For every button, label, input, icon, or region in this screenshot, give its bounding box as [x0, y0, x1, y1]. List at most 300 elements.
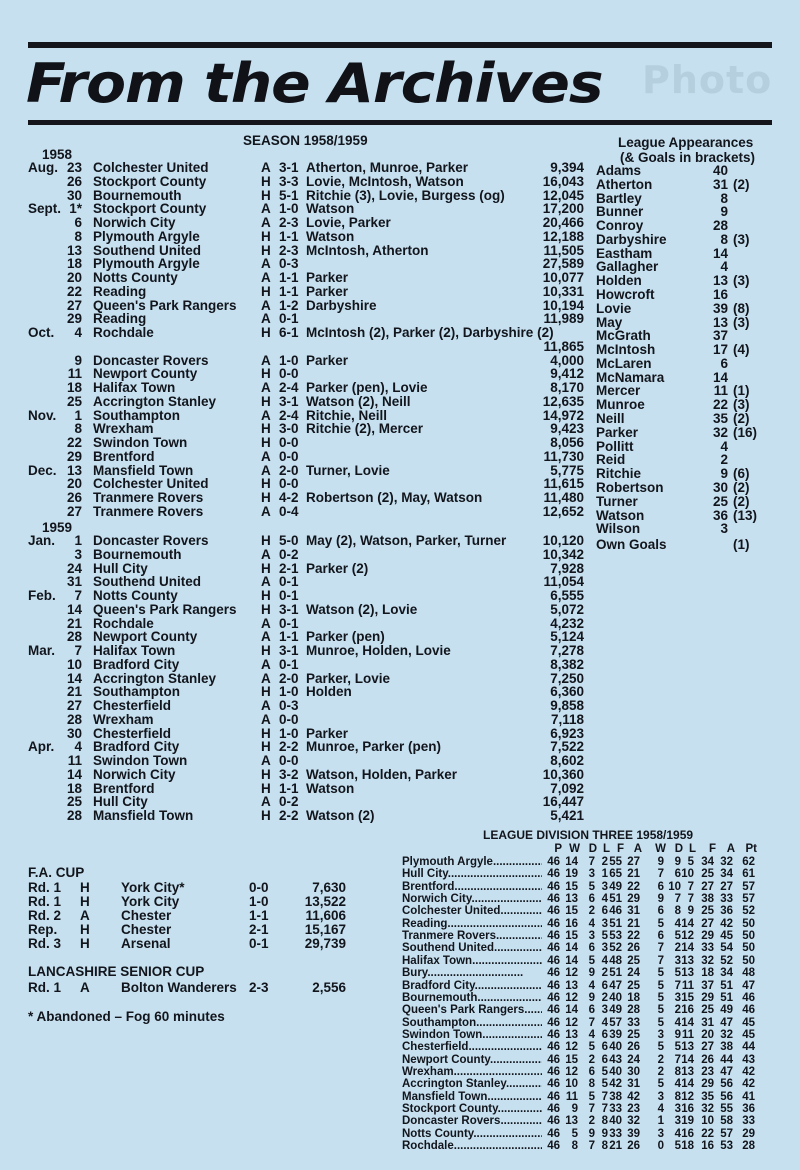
cup-venue: A	[80, 908, 90, 923]
cup-round: Rd. 1	[28, 980, 62, 995]
year-label: 1958	[42, 147, 73, 162]
fixture-scorers: Parker (2)	[306, 560, 369, 576]
fixture-day: 7	[74, 588, 82, 604]
league-cell: 10	[681, 868, 694, 881]
fixture-attendance: 8,056	[550, 435, 584, 451]
fixture-scorers: Robertson (2), May, Watson	[306, 490, 483, 506]
fixture-month: Oct.	[28, 325, 55, 341]
league-cell: 31	[627, 1078, 640, 1091]
league-cell: 8	[674, 1090, 681, 1103]
league-row	[0, 905, 800, 918]
league-cell: 8	[571, 1140, 578, 1153]
league-cell: 42	[720, 917, 733, 930]
league-cell: 10	[668, 880, 681, 893]
league-cell: 65	[609, 868, 622, 881]
league-cell: 6	[601, 1053, 608, 1066]
player-apps: 25	[712, 493, 728, 509]
fixture-attendance: 9,394	[550, 160, 584, 175]
fixture-venue: A	[261, 448, 271, 464]
league-team	[402, 893, 542, 906]
league-cell: 15	[565, 880, 578, 893]
league-cell: 26	[701, 1053, 714, 1066]
fixture-opponent: Chesterfield	[93, 698, 172, 714]
league-team-name: Hull City	[402, 868, 448, 881]
league-cell: 13	[681, 1041, 694, 1054]
fixture-day: 20	[66, 476, 82, 492]
player-name: Howcroft	[596, 287, 655, 303]
league-row	[0, 1054, 800, 1067]
league-cell: 7	[657, 868, 664, 881]
league-cell: 50	[742, 917, 755, 930]
league-col-header: D	[674, 843, 683, 855]
league-row	[0, 1004, 800, 1017]
fixture-score: 2-2	[279, 808, 299, 824]
appearance-row	[0, 205, 800, 219]
fixture-opponent: Notts County	[93, 270, 178, 286]
fixture-venue: A	[261, 629, 271, 645]
fixture-day: 18	[66, 380, 82, 396]
league-cell: 7	[657, 954, 664, 967]
league-cell: 5	[657, 979, 664, 992]
player-name: McNamara	[596, 369, 665, 385]
fixture-row	[0, 713, 800, 727]
cup-round: Rd. 1	[28, 880, 62, 895]
league-cell: 33	[609, 1127, 622, 1140]
league-cell: 44	[720, 1053, 733, 1066]
league-cell: 46	[547, 1090, 560, 1103]
player-apps: 30	[712, 479, 728, 495]
league-cell: 4	[601, 954, 608, 967]
player-apps: 8	[720, 190, 728, 206]
fixture-day: 25	[66, 794, 82, 810]
fixture-attendance: 8,170	[550, 380, 584, 396]
fixture-score: 1-1	[279, 629, 299, 645]
league-cell: 25	[627, 1028, 640, 1041]
fixture-score: 2-1	[279, 560, 299, 576]
fixture-venue: A	[261, 297, 271, 313]
fixture-venue: H	[261, 435, 271, 451]
league-cell: 15	[565, 930, 578, 943]
league-cell: 5	[588, 880, 595, 893]
league-cell: 19	[681, 1115, 694, 1128]
league-cell: 15	[565, 905, 578, 918]
fixture-day: 21	[66, 684, 82, 700]
fixture-score: 3-0	[279, 421, 299, 437]
league-cell: 16	[701, 1140, 714, 1153]
cup-venue: H	[80, 936, 90, 951]
league-cell: 27	[627, 856, 640, 868]
fixture-scorers: Parker	[306, 352, 349, 368]
fixture-attendance: 11,730	[543, 448, 584, 464]
league-cell: 5	[601, 930, 608, 943]
league-cell: 49	[609, 880, 622, 893]
fixture-opponent: Plymouth Argyle	[93, 228, 200, 244]
fixture-attendance: 16,447	[542, 794, 584, 810]
fixture-venue: A	[261, 711, 271, 727]
league-row	[0, 1128, 800, 1141]
player-name: Reid	[596, 452, 626, 468]
league-cell: 46	[547, 893, 560, 906]
league-cell: 22	[627, 880, 640, 893]
fixture-venue: A	[261, 698, 271, 714]
fixture-scorers: Ritchie (2), Mercer	[306, 421, 424, 437]
league-cell: 38	[609, 1090, 622, 1103]
league-team-name: Swindon Town	[402, 1028, 483, 1041]
fixture-day: 11	[67, 753, 82, 769]
fixture-attendance: 11,505	[543, 242, 584, 258]
fixture-attendance: 10,360	[542, 766, 584, 782]
appearance-row	[0, 219, 800, 233]
fixture-attendance: 9,858	[550, 698, 584, 714]
league-row	[0, 868, 800, 881]
league-row	[0, 918, 800, 931]
fixture-venue: H	[261, 684, 271, 700]
league-team	[402, 1029, 542, 1042]
league-cell: 49	[720, 1004, 733, 1017]
fixture-attendance: 5,421	[550, 808, 584, 824]
fixture-venue: A	[261, 753, 271, 769]
fixture-attendance: 17,200	[542, 201, 584, 217]
league-cell: 46	[547, 868, 560, 881]
fixture-venue: A	[261, 504, 271, 519]
player-goals: (2)	[733, 411, 750, 427]
league-cell: 9	[601, 1127, 608, 1140]
league-col-header: A	[726, 843, 735, 855]
league-row	[0, 942, 800, 955]
league-cell: 7	[674, 893, 681, 906]
league-cell: 43	[742, 1053, 755, 1066]
league-cell: 10	[565, 1078, 578, 1091]
league-cell: 2	[588, 1115, 595, 1128]
fixture-day: 9	[74, 352, 82, 368]
fixture-opponent: Doncaster Rovers	[93, 352, 209, 368]
fixture-scorers: Ritchie, Neill	[306, 407, 388, 423]
league-cell: 5	[601, 1065, 608, 1078]
player-name: Eastham	[596, 245, 653, 261]
league-cell: 5	[674, 1041, 681, 1054]
league-cell: 35	[701, 1090, 714, 1103]
league-cell: 9	[588, 1127, 595, 1140]
league-row	[0, 881, 800, 894]
fixture-venue: H	[261, 366, 271, 382]
fixture-venue: A	[261, 160, 271, 175]
player-goals: (3)	[733, 231, 750, 247]
fixture-scorers: Watson (2)	[306, 808, 375, 824]
fixture-opponent: Hull City	[93, 794, 148, 810]
fa-cup-title: F.A. CUP	[28, 865, 85, 880]
league-cell: 42	[609, 1078, 622, 1091]
league-cell: 6	[588, 942, 595, 955]
appearance-row	[0, 481, 800, 495]
fixture-venue: A	[261, 256, 271, 272]
league-cell: 4	[601, 893, 608, 906]
appearance-row	[0, 302, 800, 316]
cup-venue: H	[80, 894, 90, 909]
league-cell: 12	[565, 967, 578, 980]
league-col-header: L	[688, 843, 696, 855]
league-team	[402, 980, 542, 993]
fixture-day: 14	[66, 601, 82, 617]
fixture-day: 18	[66, 256, 82, 272]
fixture-day: 27	[66, 297, 82, 313]
league-team	[402, 1054, 542, 1067]
league-team	[402, 1017, 542, 1030]
league-cell: 45	[742, 1028, 755, 1041]
cup-score: 1-0	[249, 894, 269, 909]
league-cell: 14	[565, 942, 578, 955]
fixture-score: 0-1	[279, 588, 299, 604]
cup-venue: H	[80, 880, 90, 895]
league-cell: 6	[588, 1004, 595, 1017]
league-cell: 54	[720, 942, 733, 955]
league-cell: 23	[701, 1065, 714, 1078]
league-cell: 57	[742, 893, 755, 906]
league-col-header: P	[554, 843, 562, 855]
fixture-row	[0, 768, 800, 782]
fixture-score: 1-0	[279, 725, 299, 741]
fixture-opponent: Tranmere Rovers	[93, 504, 204, 519]
league-cell: 40	[609, 991, 622, 1004]
fixture-attendance: 4,000	[550, 352, 584, 368]
league-cell: 33	[742, 1115, 755, 1128]
league-cell: 9	[588, 991, 595, 1004]
player-apps: 13	[712, 314, 728, 330]
league-cell: 47	[742, 979, 755, 992]
appearance-row	[0, 233, 800, 247]
league-cell: 24	[627, 1053, 640, 1066]
league-team	[402, 955, 542, 968]
league-cell: 25	[701, 905, 714, 918]
league-row	[0, 1029, 800, 1042]
player-name: Bartley	[596, 190, 642, 206]
fixture-opponent: Colchester United	[93, 476, 209, 492]
player-apps: 37	[712, 328, 728, 344]
league-cell: 29	[742, 1127, 755, 1140]
fixture-venue: A	[261, 380, 271, 396]
league-row	[0, 992, 800, 1005]
fixture-opponent: Southampton	[93, 684, 180, 700]
league-cell: 3	[657, 1127, 664, 1140]
fixture-attendance: 7,092	[550, 780, 584, 796]
fixture-day: 4	[74, 325, 82, 341]
fixture-day: 29	[66, 448, 82, 464]
fixture-row	[0, 809, 800, 823]
fixture-attendance: 6,360	[550, 684, 584, 700]
fixture-attendance: 27,589	[542, 256, 584, 272]
league-team	[402, 1140, 542, 1153]
league-cell: 27	[701, 917, 714, 930]
fixture-attendance: 6,555	[550, 588, 584, 604]
league-cell: 7	[588, 1103, 595, 1115]
fixture-month: Sept.	[28, 201, 62, 217]
league-cell: 14	[681, 942, 694, 955]
league-cell: 9	[657, 893, 664, 906]
league-team	[402, 1078, 542, 1091]
appearance-row	[0, 316, 800, 330]
fixture-day: 31	[66, 574, 82, 590]
fixture-day: 29	[66, 311, 82, 327]
fixture-score: 0-0	[279, 476, 299, 492]
cup-round: Rd. 3	[28, 936, 62, 951]
league-cell: 33	[701, 942, 714, 955]
league-cell: 2	[657, 1053, 664, 1066]
league-cell: 14	[681, 1078, 694, 1091]
appearance-row	[0, 247, 800, 261]
league-cell: 5	[657, 967, 664, 980]
fixture-day: 26	[66, 490, 82, 506]
league-cell: 51	[609, 893, 622, 906]
league-team	[402, 930, 542, 943]
league-team-name: Norwich City	[402, 893, 472, 906]
league-team	[402, 1103, 542, 1116]
league-cell: 45	[742, 1016, 755, 1029]
player-apps: 3	[720, 521, 728, 537]
fixture-score: 1-1	[279, 228, 299, 244]
league-cell: 18	[681, 1140, 694, 1153]
page-title: From the Archives	[26, 52, 603, 115]
league-cell: 2	[601, 856, 608, 868]
appearance-row	[0, 538, 800, 552]
league-cell: 9	[674, 856, 681, 868]
league-cell: 5	[674, 967, 681, 980]
league-cell: 14	[681, 917, 694, 930]
player-name: Atherton	[596, 176, 653, 192]
league-cell: 12	[565, 1065, 578, 1078]
league-cell: 15	[565, 1053, 578, 1066]
league-cell: 46	[547, 1127, 560, 1140]
fixture-scorers: Munroe, Parker (pen)	[306, 739, 442, 755]
league-col-header: F	[708, 843, 716, 855]
league-cell: 7	[588, 1140, 595, 1153]
league-cell: 6	[657, 905, 664, 918]
fixture-score: 5-0	[279, 533, 299, 548]
league-cell: 22	[701, 1127, 714, 1140]
league-cell: 14	[565, 856, 578, 868]
league-cell: 47	[609, 979, 622, 992]
top-rule	[28, 42, 772, 48]
league-cell: 49	[609, 1004, 622, 1017]
league-cell: 27	[720, 880, 733, 893]
fixture-venue: A	[261, 270, 271, 286]
appearance-row	[0, 343, 800, 357]
league-cell: 46	[609, 905, 622, 918]
cup-opponent: Arsenal	[121, 936, 171, 951]
fixture-score: 2-2	[279, 739, 299, 755]
league-cell: 3	[601, 880, 608, 893]
league-cell: 11	[681, 979, 694, 992]
league-team-name: Accrington Stanley	[402, 1078, 506, 1091]
league-cell: 4	[657, 1103, 664, 1115]
appearance-row	[0, 412, 800, 426]
appearance-row	[0, 178, 800, 192]
league-cell: 28	[742, 1140, 755, 1153]
league-cell: 40	[609, 1041, 622, 1054]
league-cell: 32	[720, 1028, 733, 1041]
fixture-score: 0-0	[279, 448, 299, 464]
league-cell: 46	[547, 1016, 560, 1029]
player-apps: 13	[712, 273, 728, 289]
league-cell: 9	[588, 967, 595, 980]
player-apps: 6	[720, 355, 728, 371]
league-cell: 12	[565, 1041, 578, 1054]
league-cell: 32	[701, 954, 714, 967]
league-cell: 45	[720, 930, 733, 943]
fixture-score: 1-0	[279, 352, 299, 368]
fixture-month: Mar.	[28, 643, 56, 659]
league-team-name: Southampton	[402, 1016, 477, 1029]
league-team	[402, 1115, 542, 1128]
player-apps: 31	[712, 176, 728, 192]
fixture-opponent: Plymouth Argyle	[93, 256, 200, 272]
player-name: Parker	[596, 424, 639, 440]
fixture-attendance: 9,412	[550, 366, 584, 382]
league-cell: 58	[720, 1115, 733, 1128]
fixture-score: 3-1	[279, 393, 299, 409]
fixture-day: 1*	[69, 201, 82, 217]
league-cell: 12	[565, 1016, 578, 1029]
league-cell: 57	[742, 880, 755, 893]
league-row	[0, 1066, 800, 1079]
title-rule	[28, 120, 772, 125]
player-name: Lovie	[596, 300, 632, 316]
fixture-scorers: May (2), Watson, Parker, Turner	[306, 533, 507, 548]
league-cell: 50	[742, 930, 755, 943]
league-cell: 5	[601, 1078, 608, 1091]
league-cell: 26	[627, 1041, 640, 1054]
fixture-day: 8	[74, 228, 82, 244]
fixture-score: 2-4	[279, 380, 299, 396]
player-apps: 14	[712, 245, 728, 261]
league-cell: 21	[627, 917, 640, 930]
player-apps: 36	[712, 507, 728, 523]
fixture-opponent: Southampton	[93, 407, 180, 423]
fixture-venue: A	[261, 407, 271, 423]
league-cell: 51	[720, 991, 733, 1004]
player-goals: (2)	[733, 479, 750, 495]
fixture-attendance: 10,077	[542, 270, 584, 286]
fixture-score: 1-1	[279, 270, 299, 286]
league-cell: 9	[571, 1103, 578, 1115]
league-cell: 42	[742, 1078, 755, 1091]
league-team	[402, 868, 542, 881]
fixture-day: 13	[66, 242, 82, 258]
league-cell: 39	[627, 1127, 640, 1140]
league-cell: 12	[681, 930, 694, 943]
league-row	[0, 967, 800, 980]
fixture-day: 28	[66, 808, 82, 824]
league-cell: 7	[687, 893, 694, 906]
player-apps: 16	[712, 287, 728, 303]
fixture-row	[0, 589, 800, 603]
fixture-score: 0-1	[279, 615, 299, 631]
league-cell: 56	[720, 1078, 733, 1091]
fixture-opponent: Hull City	[93, 560, 148, 576]
appearance-row	[0, 164, 800, 178]
fixture-day: 28	[66, 711, 82, 727]
league-cell: 6	[601, 1041, 608, 1054]
fixture-venue: A	[261, 215, 271, 231]
league-cell: 4	[674, 1016, 681, 1029]
player-goals: (3)	[733, 397, 750, 413]
league-cell: 6	[657, 880, 664, 893]
league-cell: 29	[627, 893, 640, 906]
fixture-month: Aug.	[28, 160, 58, 175]
appearances-heading: League Appearances (& Goals in brackets)	[618, 135, 756, 165]
league-cell: 32	[701, 1103, 714, 1115]
league-cell: 55	[609, 856, 622, 868]
league-cell: 21	[627, 868, 640, 881]
fixture-scorers: Atherton, Munroe, Parker	[306, 160, 469, 175]
